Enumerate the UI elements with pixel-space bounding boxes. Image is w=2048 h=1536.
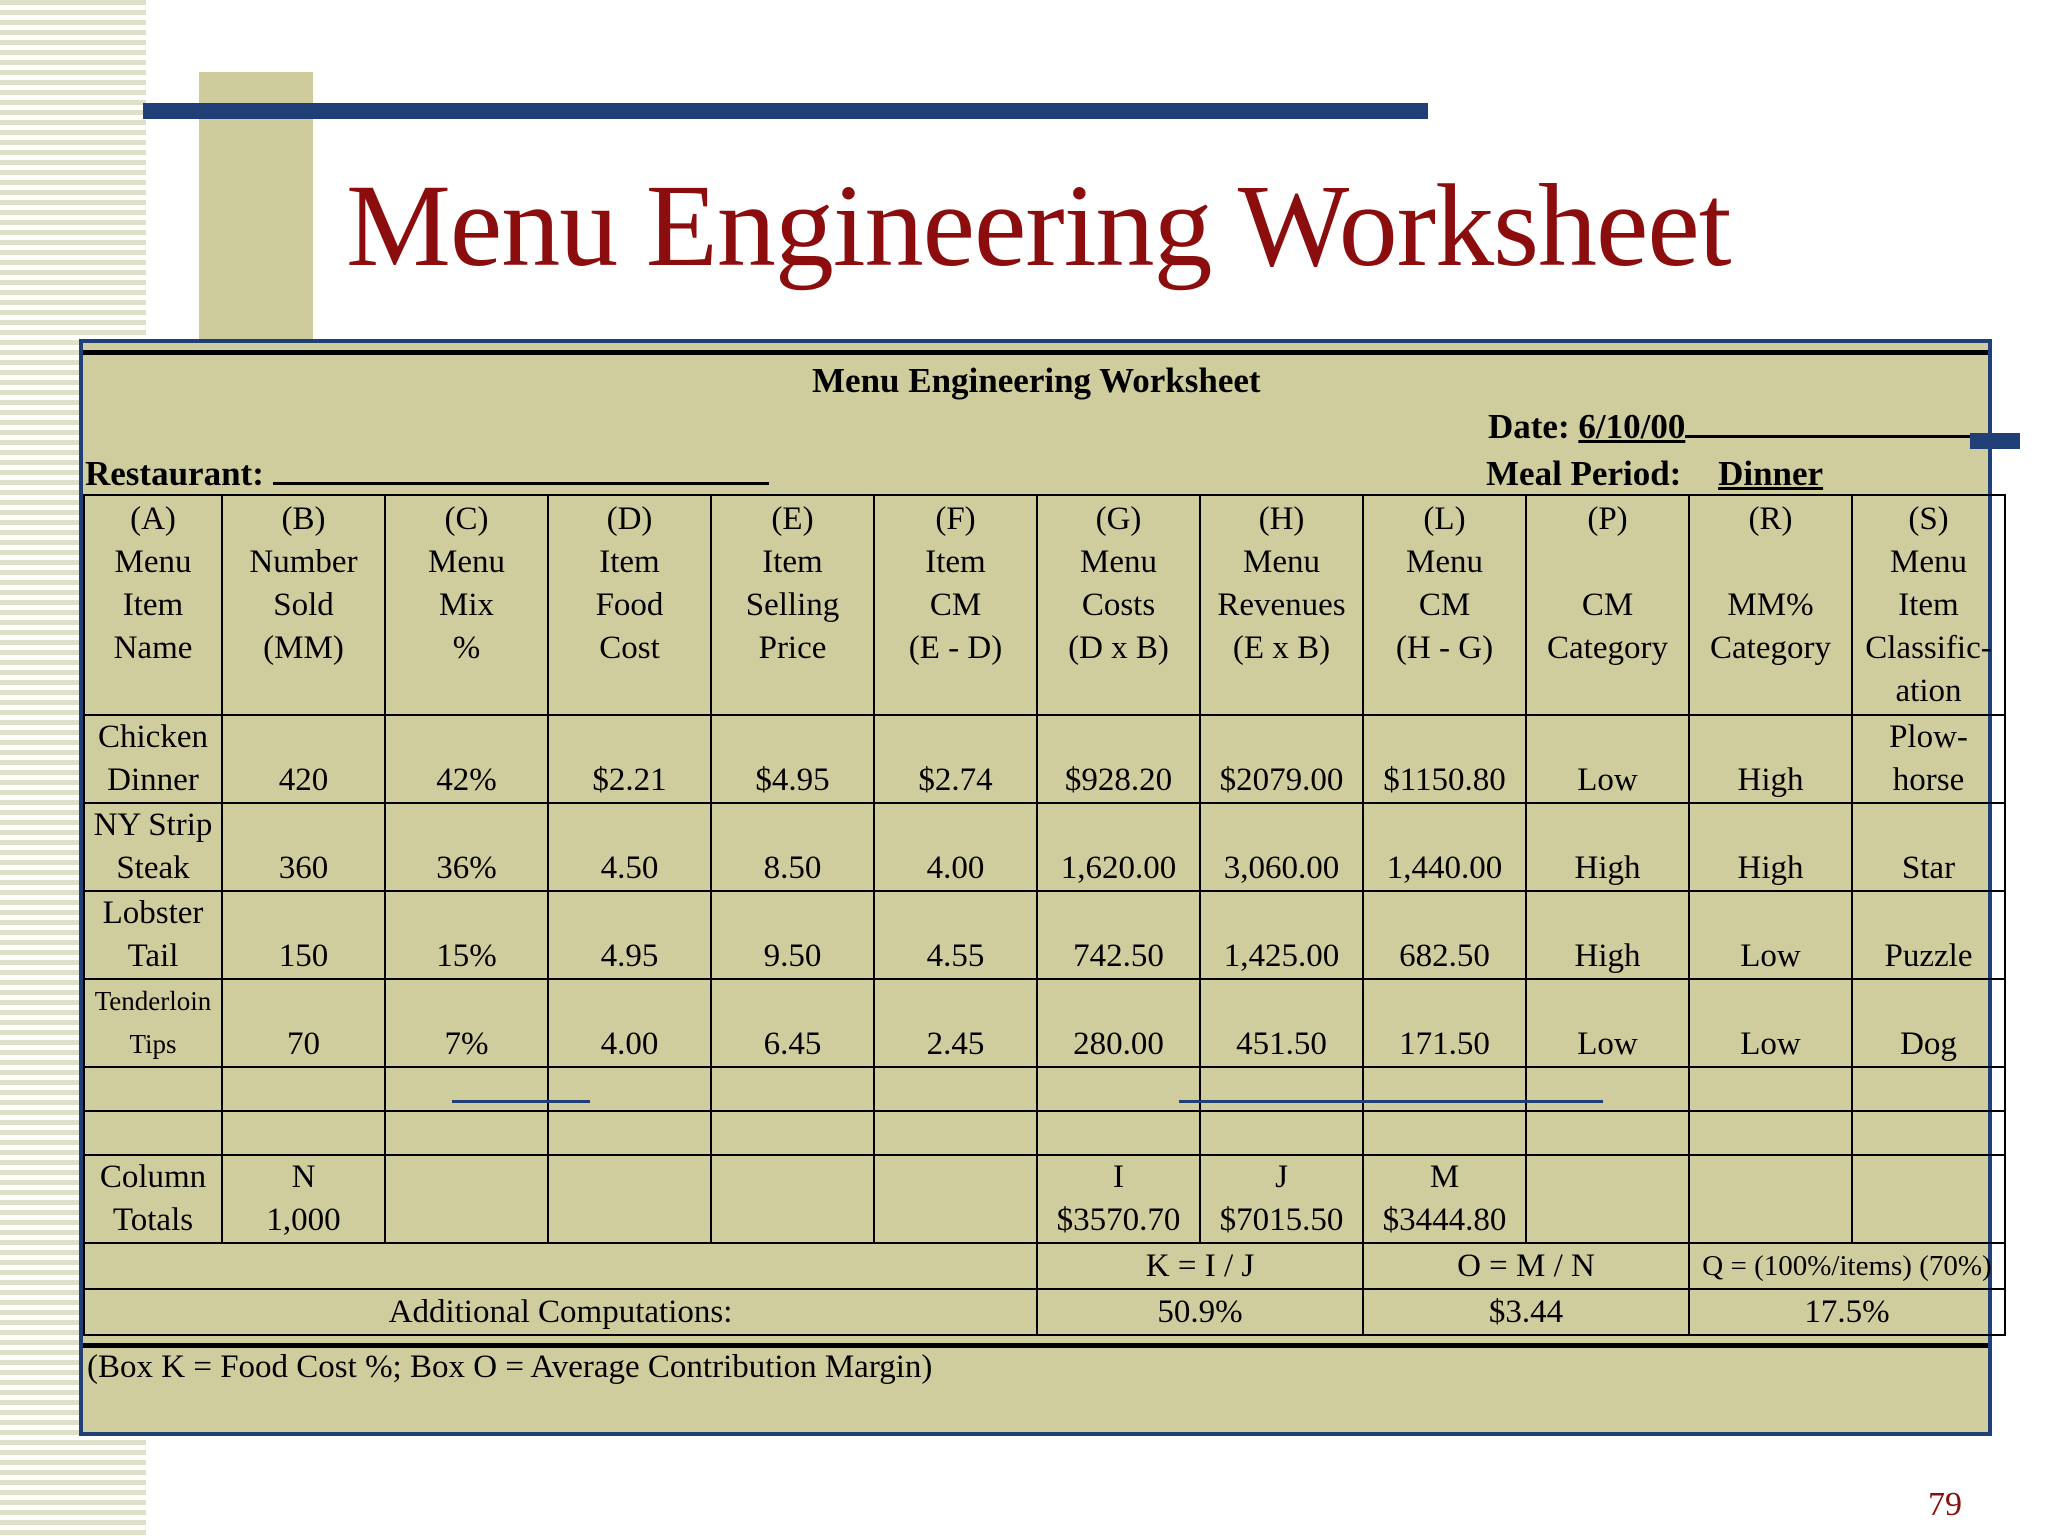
- formula-o: O = M / N: [1363, 1243, 1689, 1289]
- sheet-heading: Menu Engineering Worksheet: [812, 361, 1261, 400]
- table-row: [84, 715, 2005, 803]
- table-cell: 7%: [385, 979, 548, 1067]
- column-header: [1037, 495, 1200, 715]
- menu-item-classification-line: [1855, 980, 2002, 1023]
- restaurant-line: [85, 454, 769, 494]
- date-line: [1488, 407, 1981, 447]
- table-cell: 4.95: [548, 891, 711, 979]
- blank-cell: [1852, 1111, 2005, 1155]
- menu-item-name-line: Chicken: [98, 719, 208, 755]
- column-header-line: Category: [1710, 630, 1831, 666]
- column-header-line: Item: [122, 587, 184, 623]
- table-cell: Low: [1689, 979, 1852, 1067]
- table-cell: 451.50: [1200, 979, 1363, 1067]
- column-header: [1689, 495, 1852, 715]
- totals-label-line: Totals: [112, 1202, 194, 1238]
- table-cell: Low: [1689, 891, 1852, 979]
- column-header-line: Mix: [438, 587, 494, 623]
- menu-item-name-line: Tail: [127, 938, 179, 974]
- total-menu-revenues-line: $7015.50: [1219, 1202, 1344, 1238]
- blank-cell: [385, 1067, 548, 1111]
- table-cell: 150: [222, 891, 385, 979]
- decorative-top-bar: [143, 103, 1428, 119]
- blank-cell: [385, 1111, 548, 1155]
- column-letter: (F): [935, 501, 976, 537]
- table-cell: 171.50: [1363, 979, 1526, 1067]
- menu-item-classification-line: [1855, 892, 2002, 935]
- blank-cell: [385, 1155, 548, 1243]
- table-row: [84, 803, 2005, 891]
- blank-cell: [1200, 1067, 1363, 1111]
- blank-cell: [222, 1111, 385, 1155]
- table-cell: Low: [1526, 715, 1689, 803]
- column-header-line: Menu: [1243, 544, 1320, 580]
- table-cell: 9.50: [711, 891, 874, 979]
- date-label: Date:: [1488, 407, 1570, 446]
- column-header: [548, 495, 711, 715]
- table-cell: 682.50: [1363, 891, 1526, 979]
- worksheet-table: [83, 494, 2006, 1336]
- menu-item-name: [84, 715, 222, 803]
- table-cell: $928.20: [1037, 715, 1200, 803]
- column-header-line: Item: [599, 544, 660, 580]
- column-header-line: Sold: [273, 587, 334, 623]
- total-menu-cm-line: $3444.80: [1382, 1202, 1507, 1238]
- blank-cell: [1689, 1111, 1852, 1155]
- footnote: (Box K = Food Cost %; Box O = Average Contribution Margin): [87, 1349, 933, 1385]
- column-letter: (C): [444, 501, 489, 537]
- total-number-sold: [222, 1155, 385, 1243]
- menu-item-classification-line: horse: [1892, 762, 1965, 798]
- additional-label: Additional Computations:: [84, 1289, 1037, 1335]
- menu-item-classification: [1852, 803, 2005, 891]
- page-number: 79: [1928, 1486, 1962, 1523]
- underline-mark-mix: [452, 1100, 590, 1103]
- date-blank: [1685, 435, 1981, 438]
- column-header: [711, 495, 874, 715]
- table-cell: 2.45: [874, 979, 1037, 1067]
- table-cell: 3,060.00: [1200, 803, 1363, 891]
- total-menu-costs-line: I: [1113, 1159, 1124, 1195]
- column-letter: (P): [1587, 501, 1628, 537]
- column-header-line: CM: [1581, 587, 1634, 623]
- column-letter: (D): [606, 501, 653, 537]
- blank-cell: [222, 1067, 385, 1111]
- column-header: [1200, 495, 1363, 715]
- column-letter: (H): [1258, 501, 1305, 537]
- blank-cell: [711, 1155, 874, 1243]
- total-menu-cm: [1363, 1155, 1526, 1243]
- column-header-line: Item: [925, 544, 986, 580]
- total-menu-costs: [1037, 1155, 1200, 1243]
- blank-cell: [874, 1067, 1037, 1111]
- sheet-bottom-rule: [83, 1343, 1988, 1348]
- sheet-top-rule: [83, 350, 1988, 355]
- formula-row: [84, 1243, 2005, 1289]
- blank-cell: [1037, 1111, 1200, 1155]
- table-cell: 70: [222, 979, 385, 1067]
- table-cell: $1150.80: [1363, 715, 1526, 803]
- menu-item-name-line: Steak: [116, 850, 190, 886]
- worksheet: [79, 339, 1992, 1436]
- table-cell: 4.50: [548, 803, 711, 891]
- blank-cell: [548, 1155, 711, 1243]
- blank-cell: [84, 1067, 222, 1111]
- column-header-line: [1529, 541, 1686, 584]
- menu-item-classification-line: [1855, 804, 2002, 847]
- column-letter: (A): [130, 501, 176, 537]
- column-header: [84, 495, 222, 715]
- average-cm: $3.44: [1363, 1289, 1689, 1335]
- table-cell: 4.55: [874, 891, 1037, 979]
- blank-cell: [1852, 1155, 2005, 1243]
- column-header-line: (D x B): [1068, 630, 1169, 666]
- column-letter: (B): [281, 501, 326, 537]
- blank-cell: [84, 1243, 1037, 1289]
- table-cell: 42%: [385, 715, 548, 803]
- blank-cell: [1363, 1111, 1526, 1155]
- table-cell: 6.45: [711, 979, 874, 1067]
- menu-item-name: [84, 891, 222, 979]
- menu-item-name-line: Dinner: [107, 762, 199, 798]
- menu-item-classification-line: Puzzle: [1884, 938, 1973, 974]
- column-header-line: Costs: [1081, 587, 1156, 623]
- table-cell: 36%: [385, 803, 548, 891]
- blank-cell: [874, 1111, 1037, 1155]
- additional-computations-row: [84, 1289, 2005, 1335]
- column-letter: (S): [1908, 501, 1949, 537]
- menu-item-name: [84, 979, 222, 1067]
- column-header-line: CM: [1418, 587, 1471, 623]
- meal-period-line: [1486, 454, 1823, 494]
- column-header-line: [1692, 541, 1849, 584]
- blank-cell: [1363, 1067, 1526, 1111]
- total-menu-revenues: [1200, 1155, 1363, 1243]
- total-number-sold-line: 1,000: [266, 1202, 341, 1238]
- total-number-sold-line: N: [291, 1159, 316, 1195]
- menu-mix-threshold: 17.5%: [1689, 1289, 2005, 1335]
- column-header-line: Category: [1547, 630, 1668, 666]
- blank-cell: [1852, 1067, 2005, 1111]
- blank-cell: [548, 1067, 711, 1111]
- column-header-line: Menu: [1080, 544, 1157, 580]
- blank-cell: [1526, 1155, 1689, 1243]
- blank-cell: [548, 1111, 711, 1155]
- blank-cell: [711, 1067, 874, 1111]
- total-menu-costs-line: $3570.70: [1056, 1202, 1181, 1238]
- table-cell: 1,425.00: [1200, 891, 1363, 979]
- column-header-line: Revenues: [1217, 587, 1346, 623]
- column-header: [385, 495, 548, 715]
- blank-cell: [1689, 1067, 1852, 1111]
- table-cell: $2.21: [548, 715, 711, 803]
- blank-cell: [1200, 1111, 1363, 1155]
- column-header: [874, 495, 1037, 715]
- table-cell: 4.00: [874, 803, 1037, 891]
- blank-cell: [84, 1111, 222, 1155]
- column-header-line: Menu: [1406, 544, 1483, 580]
- column-letter: (G): [1095, 501, 1142, 537]
- table-cell: 1,620.00: [1037, 803, 1200, 891]
- table-row: [84, 979, 2005, 1067]
- column-header-line: Cost: [599, 630, 660, 666]
- column-header-line: Price: [758, 630, 827, 666]
- totals-label-line: Column: [99, 1159, 207, 1195]
- slide-title: Menu Engineering Worksheet: [346, 160, 1731, 291]
- table-cell: 360: [222, 803, 385, 891]
- menu-item-name-line: Lobster: [102, 895, 204, 931]
- blank-cell: [1526, 1111, 1689, 1155]
- column-header: [1526, 495, 1689, 715]
- column-header-line: Menu: [114, 544, 192, 580]
- column-header-line: Menu: [428, 544, 505, 580]
- column-header-line: Name: [113, 630, 193, 666]
- table-cell: Low: [1526, 979, 1689, 1067]
- column-header-line: Selling: [745, 587, 840, 623]
- column-header-line: Number: [249, 544, 358, 580]
- underline-mark-revenue-cm: [1179, 1100, 1603, 1103]
- table-cell: 742.50: [1037, 891, 1200, 979]
- table-cell: 420: [222, 715, 385, 803]
- column-header: [222, 495, 385, 715]
- menu-item-name-line: NY Strip: [93, 807, 213, 843]
- total-menu-cm-line: M: [1429, 1159, 1460, 1195]
- column-header-line: Menu: [1890, 544, 1967, 580]
- column-header-line: Item: [762, 544, 823, 580]
- table-cell: 280.00: [1037, 979, 1200, 1067]
- table-cell: High: [1526, 803, 1689, 891]
- table-cell: $2079.00: [1200, 715, 1363, 803]
- blank-cell: [711, 1111, 874, 1155]
- column-letter: (E): [771, 501, 814, 537]
- column-header-line: ation: [1895, 673, 1962, 709]
- meal-period-label: Meal Period:: [1486, 454, 1682, 493]
- table-cell: High: [1689, 803, 1852, 891]
- formula-k: K = I / J: [1037, 1243, 1363, 1289]
- formula-q: Q = (100%/items) (70%): [1689, 1243, 2005, 1289]
- menu-item-name-line: Tenderloin: [94, 986, 212, 1016]
- restaurant-blank: [273, 482, 769, 485]
- column-header-line: (MM): [263, 630, 344, 666]
- menu-item-classification: [1852, 715, 2005, 803]
- column-header-line: Food: [595, 587, 664, 623]
- table-row: [84, 891, 2005, 979]
- menu-item-classification-line: Star: [1901, 850, 1956, 886]
- totals-label: [84, 1155, 222, 1243]
- blank-row: [84, 1067, 2005, 1111]
- date-value: 6/10/00: [1578, 407, 1686, 446]
- menu-item-classification: [1852, 891, 2005, 979]
- table-cell: $2.74: [874, 715, 1037, 803]
- table-cell: High: [1689, 715, 1852, 803]
- totals-row: [84, 1155, 2005, 1243]
- column-header-line: Item: [1898, 587, 1959, 623]
- table-cell: 15%: [385, 891, 548, 979]
- total-menu-revenues-line: J: [1275, 1159, 1288, 1195]
- column-header-line: (E x B): [1232, 630, 1331, 666]
- food-cost-percent: 50.9%: [1037, 1289, 1363, 1335]
- blank-cell: [1689, 1155, 1852, 1243]
- meal-period-value: Dinner: [1718, 454, 1824, 493]
- column-header: [1852, 495, 2005, 715]
- menu-item-name-line: Tips: [129, 1029, 177, 1059]
- column-header: [1363, 495, 1526, 715]
- column-header-line: %: [452, 630, 481, 666]
- column-letter: (L): [1423, 501, 1466, 537]
- blank-cell: [1037, 1067, 1200, 1111]
- column-header-line: MM%: [1727, 587, 1814, 623]
- table-cell: 1,440.00: [1363, 803, 1526, 891]
- blank-cell: [874, 1155, 1037, 1243]
- column-header-line: CM: [929, 587, 982, 623]
- table-cell: 8.50: [711, 803, 874, 891]
- menu-item-classification-line: Plow-: [1889, 719, 1968, 755]
- menu-item-name: [84, 803, 222, 891]
- column-header-line: (H - G): [1395, 630, 1494, 666]
- menu-item-classification-line: Dog: [1900, 1026, 1957, 1062]
- blank-cell: [1526, 1067, 1689, 1111]
- restaurant-label: Restaurant:: [85, 454, 264, 493]
- column-header-line: Classific-: [1865, 630, 1992, 666]
- blank-row: [84, 1111, 2005, 1155]
- menu-item-classification: [1852, 979, 2005, 1067]
- decorative-right-bar: [1970, 433, 2020, 449]
- column-letter: (R): [1748, 501, 1793, 537]
- table-cell: 4.00: [548, 979, 711, 1067]
- table-cell: $4.95: [711, 715, 874, 803]
- column-header-line: (E - D): [908, 630, 1003, 666]
- table-cell: High: [1526, 891, 1689, 979]
